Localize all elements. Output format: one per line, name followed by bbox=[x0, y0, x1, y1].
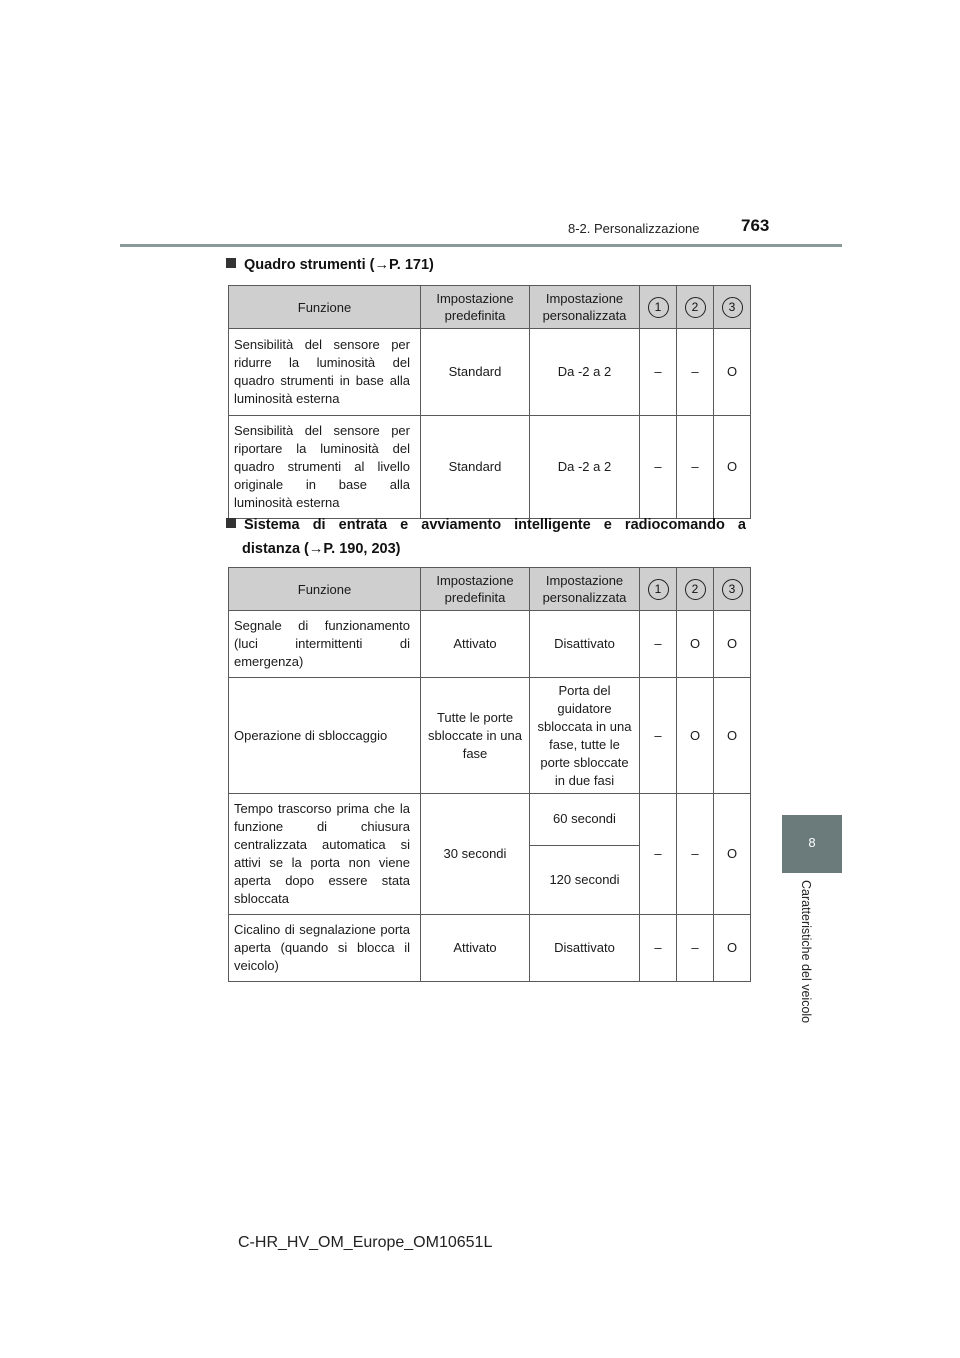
circled-number-3-icon: 3 bbox=[722, 579, 743, 600]
cell-col1: – bbox=[640, 611, 677, 678]
header-divider bbox=[120, 244, 842, 247]
section-heading-instrument-cluster bbox=[226, 253, 746, 277]
circled-number-1-icon: 1 bbox=[648, 579, 669, 600]
header-col3 bbox=[714, 568, 751, 611]
cell-custom: Disattivato bbox=[530, 915, 640, 982]
cell-col3: O bbox=[714, 678, 751, 794]
chapter-tab-number: 8 bbox=[808, 835, 816, 850]
cell-col2: – bbox=[677, 416, 714, 519]
cell-custom-option: 60 secondi bbox=[530, 794, 640, 846]
cell-function: Sensibilità del sensore per riportare la luminosità del quadro strumenti al livello originale in base alla luminosità esterna bbox=[229, 416, 421, 519]
cell-col1: – bbox=[640, 678, 677, 794]
header-custom: Impostazione personalizzata bbox=[530, 568, 640, 611]
section-title-line1-wrap bbox=[226, 513, 746, 537]
document-code: C-HR_HV_OM_Europe_OM10651L bbox=[238, 1234, 493, 1251]
section-title: Quadro strumenti (→P. 171) bbox=[244, 257, 434, 273]
section-title-line1: Sistema di entrata e avviamento intelligente e radiocomando a bbox=[244, 517, 746, 533]
cell-function: Cicalino di segnalazione porta aperta (quando si blocca il veicolo) bbox=[229, 915, 421, 982]
header-custom: Impostazione personalizzata bbox=[530, 286, 640, 329]
cell-col2: – bbox=[677, 794, 714, 915]
cell-custom: Porta del guidatore sbloccata in una fase, tutte le porte sbloccate in due fasi bbox=[530, 678, 640, 794]
circled-number-3-icon: 3 bbox=[722, 297, 743, 318]
cell-custom: Disattivato bbox=[530, 611, 640, 678]
cell-default: Tutte le porte sbloccate in una fase bbox=[421, 678, 530, 794]
cell-col1: – bbox=[640, 329, 677, 416]
section-title-line2: distanza (→P. 190, 203) bbox=[242, 541, 401, 557]
circled-number-2-icon: 2 bbox=[685, 579, 706, 600]
square-bullet-icon bbox=[226, 258, 236, 268]
header-default: Impostazione predefinita bbox=[421, 568, 530, 611]
settings-table-smart-entry bbox=[228, 567, 751, 982]
header-col3 bbox=[714, 286, 751, 329]
cell-col2: O bbox=[677, 678, 714, 794]
table-header-row bbox=[229, 286, 751, 329]
cell-function: Tempo trascorso prima che la funzione di chiusura centralizzata automatica si attivi se la porta non viene aperta dopo essere stata sbloccata bbox=[229, 794, 421, 915]
header-default: Impostazione predefinita bbox=[421, 286, 530, 329]
cell-col1: – bbox=[640, 416, 677, 519]
header-col2 bbox=[677, 286, 714, 329]
table-row bbox=[229, 611, 751, 678]
cell-col1: – bbox=[640, 915, 677, 982]
cell-default: Standard bbox=[421, 329, 530, 416]
header-col2 bbox=[677, 568, 714, 611]
header-function: Funzione bbox=[229, 568, 421, 611]
cell-custom-option: 120 secondi bbox=[530, 845, 640, 914]
cell-col2: – bbox=[677, 329, 714, 416]
section-heading-smart-entry bbox=[226, 513, 746, 561]
cell-function: Segnale di funzionamento (luci intermittenti di emergenza) bbox=[229, 611, 421, 678]
square-bullet-icon bbox=[226, 518, 236, 528]
page-number: 763 bbox=[741, 216, 770, 235]
circled-number-2-icon: 2 bbox=[685, 297, 706, 318]
circled-number-1-icon: 1 bbox=[648, 297, 669, 318]
cell-col3: O bbox=[714, 794, 751, 915]
table-row bbox=[229, 915, 751, 982]
cell-col1: – bbox=[640, 794, 677, 915]
table-row bbox=[229, 416, 751, 519]
header-section-title: 8-2. Personalizzazione bbox=[568, 221, 700, 236]
cell-col2: O bbox=[677, 611, 714, 678]
table-row bbox=[229, 329, 751, 416]
table-row bbox=[229, 678, 751, 794]
cell-default: Attivato bbox=[421, 611, 530, 678]
cell-col3: O bbox=[714, 329, 751, 416]
header-function: Funzione bbox=[229, 286, 421, 329]
chapter-tab bbox=[782, 815, 842, 873]
cell-custom: Da -2 a 2 bbox=[530, 329, 640, 416]
cell-default: 30 secondi bbox=[421, 794, 530, 915]
chapter-tab-label: Caratteristiche del veicolo bbox=[799, 880, 813, 1024]
cell-custom: Da -2 a 2 bbox=[530, 416, 640, 519]
cell-default: Standard bbox=[421, 416, 530, 519]
header-col1 bbox=[640, 286, 677, 329]
header-col1 bbox=[640, 568, 677, 611]
cell-col3: O bbox=[714, 915, 751, 982]
table-header-row bbox=[229, 568, 751, 611]
cell-col3: O bbox=[714, 611, 751, 678]
cell-function: Operazione di sbloccaggio bbox=[229, 678, 421, 794]
cell-default: Attivato bbox=[421, 915, 530, 982]
cell-function: Sensibilità del sensore per ridurre la luminosità del quadro strumenti in base alla luminosità esterna bbox=[229, 329, 421, 416]
cell-col2: – bbox=[677, 915, 714, 982]
cell-col3: O bbox=[714, 416, 751, 519]
settings-table-instrument-cluster bbox=[228, 285, 751, 519]
table-row bbox=[229, 794, 751, 846]
